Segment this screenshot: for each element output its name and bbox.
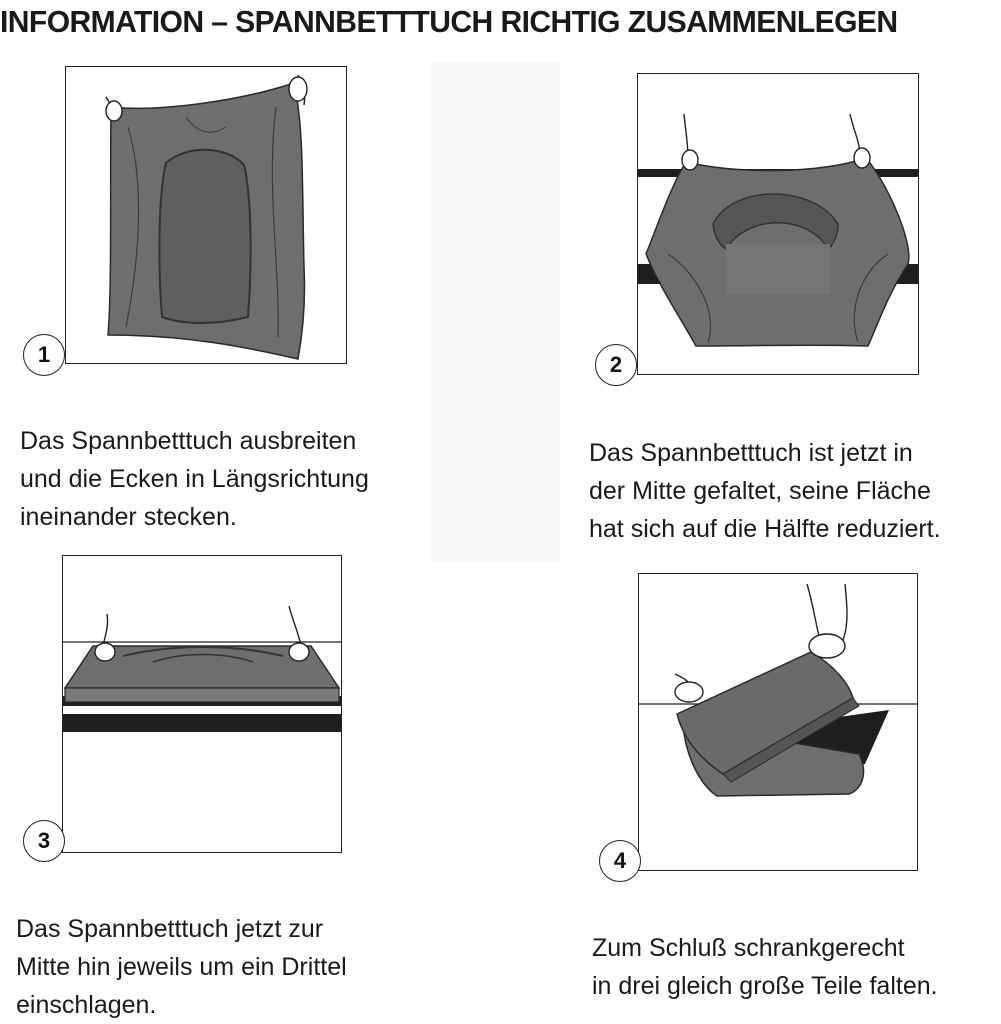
step-4-badge: 4 [599,840,641,882]
step-2-badge: 2 [595,344,637,386]
caption-line: hat sich auf die Hälfte reduziert. [589,515,941,543]
step-2-panel [637,73,919,375]
page-title: INFORMATION – SPANNBETTTUCH RICHTIG ZUSAMMENLEGEN [0,4,898,39]
caption-line: der Mitte gefaltet, seine Fläche [589,477,931,505]
caption-line: Das Spannbetttuch ausbreiten [20,427,357,455]
caption-line: Das Spannbetttuch ist jetzt in [589,439,913,467]
step-1-badge: 1 [23,334,65,376]
background-block [430,62,560,562]
caption-line: einschlagen. [16,991,157,1019]
step-3-badge: 3 [23,820,65,862]
step-2-caption [589,434,941,548]
caption-line: und die Ecken in Längsrichtung [20,465,369,493]
fitted-sheet-half-folded-icon [638,74,918,374]
caption-line: Das Spannbetttuch jetzt zur [16,915,324,943]
fitted-sheet-folded-thirds-icon [63,556,341,852]
step-1-caption [20,422,369,536]
caption-line: in drei gleich große Teile falten. [592,972,938,1000]
caption-line: Mitte hin jeweils um ein Drittel [16,953,347,981]
step-4-caption [592,929,938,1005]
fitted-sheet-held-up-icon [66,67,346,363]
fitted-sheet-final-fold-icon [639,574,917,870]
step-4-panel [638,573,918,871]
caption-line: ineinander stecken. [20,503,237,531]
step-1-panel [65,66,347,364]
caption-line: Zum Schluß schrankgerecht [592,934,905,962]
step-3-caption [16,910,347,1024]
step-3-panel [62,555,342,853]
